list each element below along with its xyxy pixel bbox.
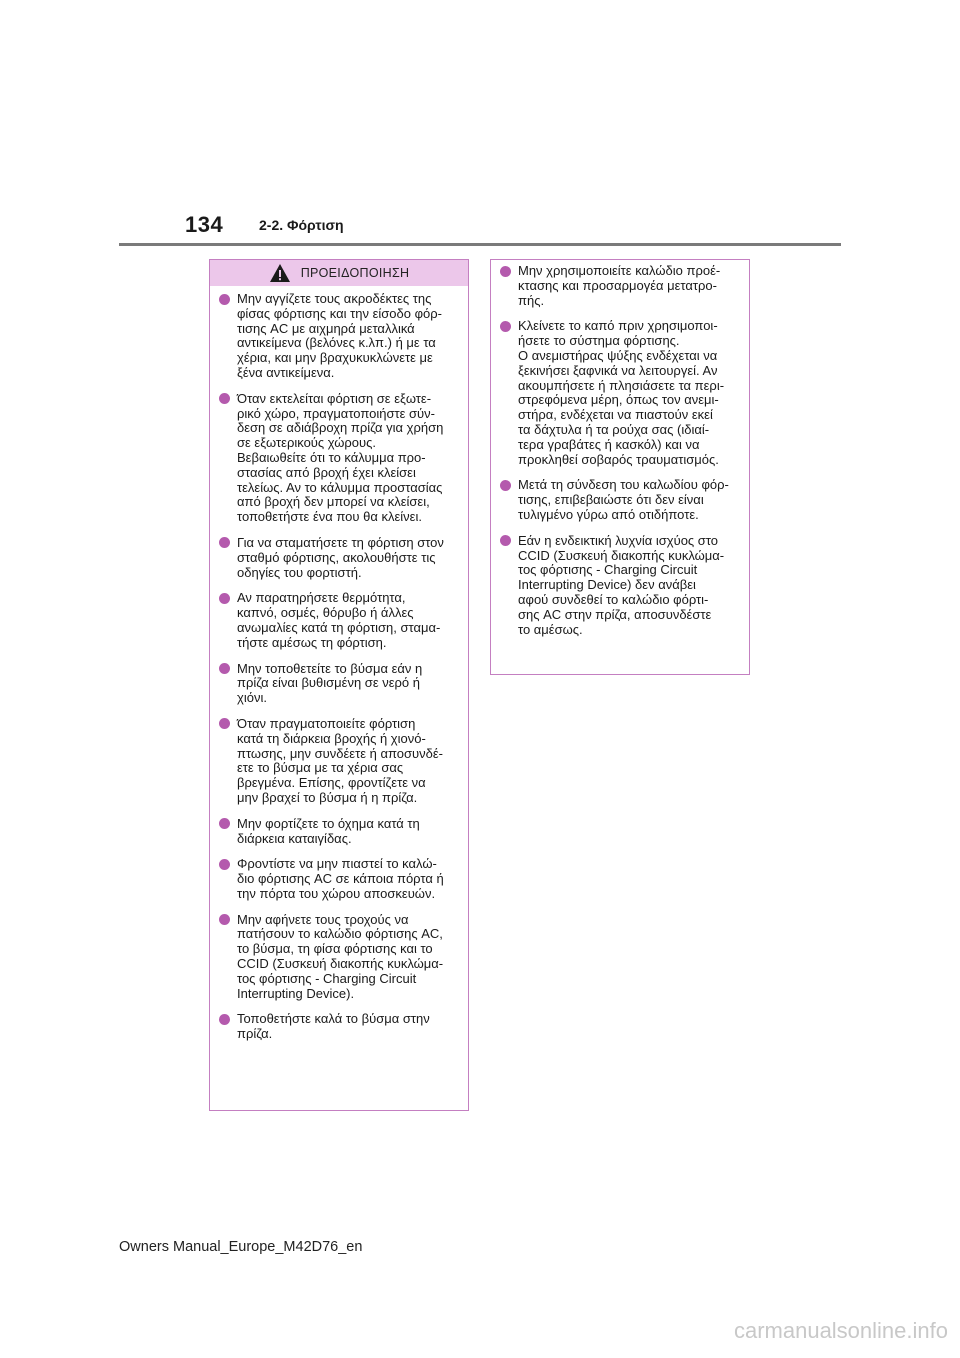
- bullet-icon: [219, 537, 230, 548]
- bullet-icon: [500, 266, 511, 277]
- list-item-text: Εάν η ενδεικτική λυχνία ισχύος στο CCID (Συσκευή διακοπής κυκλώμα- τος φόρτισης - Charging Circuit Interrupting Device) δεν ανάβει αφού συνδεθεί το καλώδιο φόρτι- σης AC στην πρίζα, αποσυνδέστε το αμέσως.: [518, 532, 725, 637]
- list-item-text: Για να σταματήσετε τη φόρτιση στον σταθμό φόρτισης, ακολουθήστε τις οδηγίες του φορτιστή.: [237, 534, 444, 580]
- list-item-text: Φροντίστε να μην πιαστεί το καλώ- διο φόρτισης AC σε κάποια πόρτα ή την πόρτα του χώρου αποσκευών.: [237, 856, 444, 901]
- warning-box-left: [209, 259, 469, 1111]
- bullet-icon: [219, 718, 230, 729]
- list-item-text: Τοποθετήστε καλά το βύσμα στην πρίζα.: [237, 1011, 430, 1042]
- list-item: [218, 292, 460, 381]
- list-item-text: Όταν πραγματοποιείτε φόρτιση κατά τη διάρκεια βροχής ή χιονό- πτωσης, μην συνδέετε ή αποσυνδέ- ετε το βύσμα με τα χέρια σας βρεγμένα. Επίσης, φροντίζετε να μην βραχεί το βύσμα ή η πρίζα.: [237, 715, 444, 805]
- list-item: [499, 478, 741, 522]
- list-item: [218, 591, 460, 650]
- header-divider: [119, 243, 841, 246]
- page-number: 134: [185, 212, 224, 237]
- watermark: carmanualsonline.info: [733, 1318, 948, 1343]
- footer-text: Owners Manual_Europe_M42D76_en: [119, 1239, 363, 1255]
- list-item-text: Μετά τη σύνδεση του καλωδίου φόρ- τισης, επιβεβαιώστε ότι δεν είναι τυλιγμένο γύρω από οτιδήποτε.: [518, 477, 729, 522]
- list-item: [499, 319, 741, 467]
- bullet-icon: [219, 1014, 230, 1025]
- bullet-icon: [219, 914, 230, 925]
- bullet-icon: [219, 393, 230, 404]
- section-title: 2-2. Φόρτιση: [259, 217, 344, 233]
- list-item-text: Μην φορτίζετε το όχημα κατά τη διάρκεια καταιγίδας.: [237, 815, 420, 846]
- warning-title: ΠΡΟΕΙΔΟΠΟΙΗΣΗ: [300, 266, 410, 280]
- warning-triangle-icon: [269, 263, 291, 283]
- list-item-text: Μην χρησιμοποιείτε καλώδιο προέ- κτασης και προσαρμογέα μετατρο- πής.: [518, 263, 721, 308]
- warning-header: [210, 260, 468, 286]
- warning-box-right: [490, 259, 750, 675]
- list-item-text: Αν παρατηρήσετε θερμότητα, καπνό, οσμές, θόρυβο ή άλλες ανωμαλίες κατά τη φόρτιση, σταμα- τήστε αμέσως τη φόρτιση.: [237, 590, 441, 650]
- list-item-text: Μην αφήνετε τους τροχούς να πατήσουν το καλώδιο φόρτισης AC, το βύσμα, τη φίσα φόρτισης και το CCID (Συσκευή διακοπής κυκλώμα- τος φόρτισης - Charging Circuit Interrupting Device).: [237, 911, 444, 1001]
- bullet-icon: [500, 535, 511, 546]
- warning-list-right: [491, 260, 749, 637]
- list-item-text: Κλείνετε το καπό πριν χρησιμοποι- ήσετε το σύστημα φόρτισης. Ο ανεμιστήρας ψύξης ενδέχεται να ξεκινήσει ξαφνικά να λειτουργεί. Αν ακουμπήσετε ή πλησιάσετε τα περι- στρεφόμενα μέρη, όπως τον ανεμι- στήρα, ενδέχεται να πιαστούν εκεί τα δάχτυλα ή τα ρούχα σας (ιδιαί- τερα γραβάτες ή κασκόλ) και να προκληθεί σοβαρός τραυματισμός.: [518, 318, 725, 467]
- list-item: [218, 913, 460, 1002]
- list-item: [218, 717, 460, 806]
- list-item: [218, 857, 460, 901]
- list-item: [218, 817, 460, 847]
- bullet-icon: [500, 321, 511, 332]
- list-item: [218, 662, 460, 706]
- bullet-icon: [500, 480, 511, 491]
- bullet-icon: [219, 593, 230, 604]
- list-item: [218, 536, 460, 580]
- bullet-icon: [219, 818, 230, 829]
- warning-list-left: [210, 292, 468, 1042]
- list-item: [499, 264, 741, 308]
- list-item-text: Μην τοποθετείτε το βύσμα εάν η πρίζα είναι βυθισμένη σε νερό ή χιόνι.: [237, 660, 423, 706]
- list-item: [218, 392, 460, 525]
- list-item-text: Όταν εκτελείται φόρτιση σε εξωτε- ρικό χώρο, πραγματοποιήστε σύν- δεση σε αδιάβροχη πρίζα για χρήση σε εξωτερικούς χώρους. Βεβαιωθείτε ότι το κάλυμμα προ- στασίας από βροχή έχει κλείσει τελείως. Αν το κάλυμμα προστασίας από βροχή δεν μπορεί να κλείσει, τοποθετήστε ένα που θα κλείνει.: [237, 390, 444, 525]
- list-item: [218, 1012, 460, 1042]
- list-item: [499, 534, 741, 638]
- bullet-icon: [219, 859, 230, 870]
- bullet-icon: [219, 663, 230, 674]
- list-item-text: Μην αγγίζετε τους ακροδέκτες της φίσας φόρτισης και την είσοδο φόρ- τισης AC με αιχμηρά μεταλλικά αντικείμενα (βελόνες κ.λπ.) ή με τα χέρια, και μην βραχυκυκλώνετε με ξένα αντικείμενα.: [237, 291, 442, 380]
- bullet-icon: [219, 294, 230, 305]
